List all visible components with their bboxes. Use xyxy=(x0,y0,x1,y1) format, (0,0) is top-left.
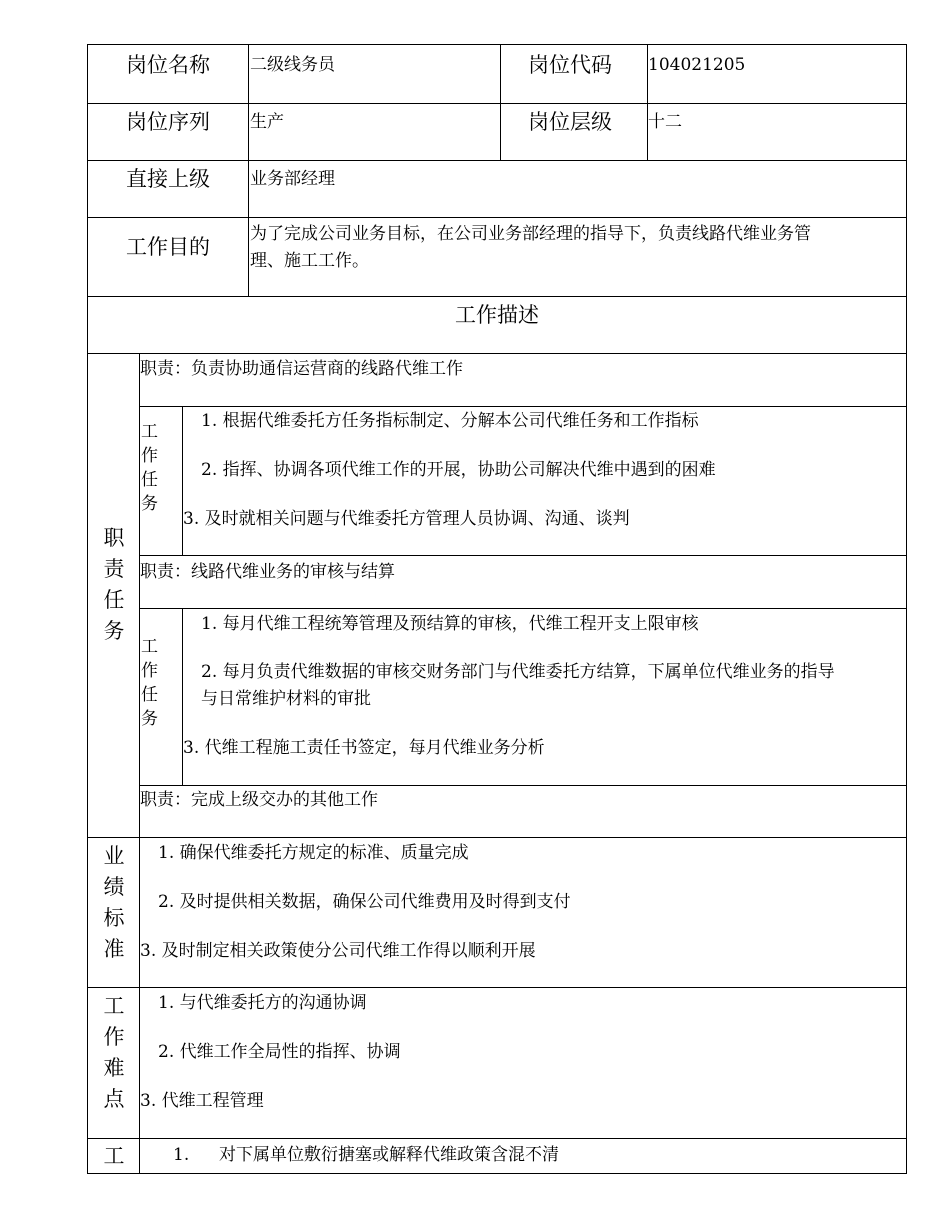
superior-label: 直接上级 xyxy=(126,167,210,191)
duty-2-task-label: 工作任务 xyxy=(141,637,158,729)
difficulty-item-3: 3. 代维工程管理 xyxy=(140,1091,264,1111)
job-code-value: 104021205 xyxy=(648,55,746,75)
last-row-number: 1. xyxy=(173,1145,190,1165)
duty-1-title: 职责：负责协助通信运营商的线路代维工作 xyxy=(140,359,463,379)
row-divider xyxy=(87,103,907,104)
duty-2-task-1: 1. 每月代维工程统筹管理及预结算的审核，代维工程开支上限审核 xyxy=(201,614,699,634)
duty-2-task-2: 2. 每月负责代维数据的审核交财务部门与代维委托方结算，下属单位代维业务的指导 xyxy=(201,662,835,682)
duty-1-task-1: 1. 根据代维委托方任务指标制定、分解本公司代维任务和工作指标 xyxy=(201,411,699,431)
description-title: 工作描述 xyxy=(455,303,539,327)
duty-2-title: 职责：线路代维业务的审核与结算 xyxy=(140,562,395,582)
purpose-line-1: 为了完成公司业务目标，在公司业务部经理的指导下，负责线路代维业务管 xyxy=(250,224,811,244)
difficulty-item-2: 2. 代维工作全局性的指挥、协调 xyxy=(158,1042,401,1062)
row-divider xyxy=(139,608,907,609)
job-name-label: 岗位名称 xyxy=(126,53,210,77)
row-divider xyxy=(139,406,907,407)
job-level-value: 十二 xyxy=(648,112,682,132)
job-sequence-value: 生产 xyxy=(250,112,284,132)
col-divider xyxy=(500,44,501,160)
performance-item-1: 1. 确保代维委托方规定的标准、质量完成 xyxy=(158,843,469,863)
last-row-text: 对下属单位敷衍搪塞或解释代维政策含混不清 xyxy=(219,1145,559,1165)
col-divider xyxy=(182,406,183,555)
row-divider xyxy=(139,555,907,556)
duty-1-task-3: 3. 及时就相关问题与代维委托方管理人员协调、沟通、谈判 xyxy=(183,509,630,529)
row-divider xyxy=(139,785,907,786)
row-divider xyxy=(87,296,907,297)
row-divider xyxy=(87,1138,907,1139)
job-code-label: 岗位代码 xyxy=(528,53,612,77)
performance-item-3: 3. 及时制定相关政策使分公司代维工作得以顺利开展 xyxy=(140,941,536,961)
performance-label: 业绩标准 xyxy=(103,844,125,961)
row-divider xyxy=(87,353,907,354)
difficulty-item-1: 1. 与代维委托方的沟通协调 xyxy=(158,993,367,1013)
superior-value: 业务部经理 xyxy=(250,169,335,189)
duty-1-task-label: 工作任务 xyxy=(141,422,158,514)
performance-item-2: 2. 及时提供相关数据，确保公司代维费用及时得到支付 xyxy=(158,892,571,912)
job-name-value: 二级线务员 xyxy=(250,55,335,75)
duty-3-title: 职责：完成上级交办的其他工作 xyxy=(140,790,378,810)
duty-1-task-2: 2. 指挥、协调各项代维工作的开展，协助公司解决代维中遇到的困难 xyxy=(201,460,716,480)
purpose-label: 工作目的 xyxy=(126,235,210,259)
col-divider xyxy=(139,353,140,1174)
duties-section-label: 职责任务 xyxy=(103,526,125,643)
last-row-label: 工 xyxy=(103,1144,125,1168)
row-divider xyxy=(87,160,907,161)
row-divider xyxy=(87,837,907,838)
row-divider xyxy=(87,987,907,988)
row-divider xyxy=(87,217,907,218)
job-sequence-label: 岗位序列 xyxy=(126,110,210,134)
duty-2-task-2-cont: 与日常维护材料的审批 xyxy=(201,689,371,709)
col-divider xyxy=(248,44,249,296)
purpose-line-2: 理、施工工作。 xyxy=(250,251,369,271)
job-level-label: 岗位层级 xyxy=(528,110,612,134)
duty-2-task-3: 3. 代维工程施工责任书签定，每月代维业务分析 xyxy=(183,738,545,758)
difficulties-label: 工作难点 xyxy=(103,994,125,1111)
